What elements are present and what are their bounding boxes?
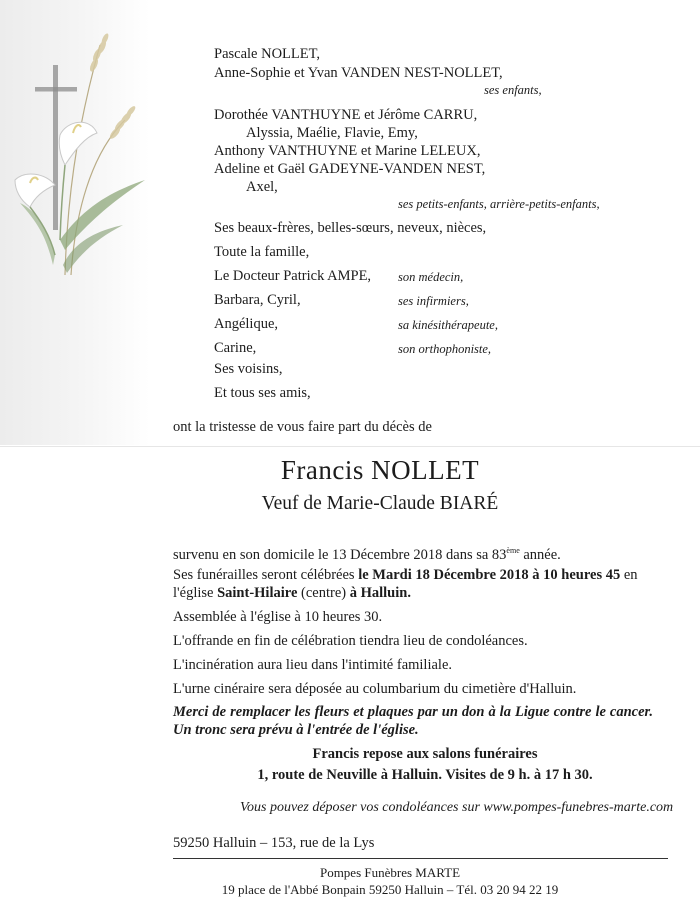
child-line-1: Pascale NOLLET, bbox=[214, 46, 321, 62]
rests-line-2: 1, route de Neuville à Halluin. Visites de 9 h. à 17 h 30. bbox=[257, 767, 593, 783]
carer-name-1: Le Docteur Patrick AMPE, bbox=[214, 268, 372, 284]
carer-role-4: son orthophoniste, bbox=[398, 342, 492, 356]
carer-name-3: Angélique, bbox=[214, 316, 279, 332]
grandchildren-role: ses petits-enfants, arrière-petits-enfants, bbox=[398, 197, 600, 211]
donation-text: Merci de remplacer les fleurs et plaques par un don à la Ligue contre le cancer. Un tronc sera prévu à l'entrée de l'église. bbox=[173, 704, 653, 738]
grandchild-line-4: Adeline et Gaël GADEYNE-VANDEN NEST, bbox=[214, 161, 486, 177]
carer-role-1: son médecin, bbox=[398, 270, 464, 284]
inlaws-line: Ses beaux-frères, belles-sœurs, neveux, nièces, bbox=[214, 220, 487, 236]
friends-line: Et tous ses amis, bbox=[214, 385, 311, 401]
cross-and-lily-icon bbox=[5, 25, 155, 295]
cremation-line: L'incinération aura lieu dans l'intimité familiale. bbox=[173, 657, 453, 673]
neighbours-line: Ses voisins, bbox=[214, 361, 283, 377]
grandchild-line-5: Axel, bbox=[246, 179, 278, 195]
widow-of-line: Veuf de Marie-Claude BIARÉ bbox=[261, 493, 499, 514]
family-address: 59250 Halluin – 153, rue de la Lys bbox=[173, 835, 375, 851]
rests-line-1: Francis repose aux salons funéraires bbox=[312, 746, 538, 762]
offering-line: L'offrande en fin de célébration tiendra lieu de condoléances. bbox=[173, 633, 528, 649]
funeral-line: Ses funérailles seront célébrées le Mardi 18 Décembre 2018 à 10 heures 45 en bbox=[173, 567, 638, 583]
footer-contact: 19 place de l'Abbé Bonpain 59250 Halluin – Tél. 03 20 94 22 19 bbox=[221, 882, 559, 897]
grandchild-line-2: Alyssia, Maélie, Flavie, Emy, bbox=[246, 125, 418, 141]
divider bbox=[173, 858, 668, 859]
grandchild-line-3: Anthony VANTHUYNE et Marine LELEUX, bbox=[214, 143, 481, 159]
church-line: l'église Saint-Hilaire (centre) à Halluin. bbox=[173, 585, 411, 601]
carer-name-2: Barbara, Cyril, bbox=[214, 292, 301, 308]
carer-role-3: sa kinésithérapeute, bbox=[398, 318, 498, 332]
grandchild-line-1: Dorothée VANTHUYNE et Jérôme CARRU, bbox=[214, 107, 478, 123]
all-family-line: Toute la famille, bbox=[214, 244, 310, 260]
footer-company: Pompes Funèbres MARTE bbox=[319, 865, 461, 880]
child-line-2: Anne-Sophie et Yvan VANDEN NEST-NOLLET, bbox=[214, 65, 503, 81]
urn-line: L'urne cinéraire sera déposée au columbarium du cimetière d'Halluin. bbox=[173, 681, 577, 697]
deceased-name: Francis NOLLET bbox=[280, 455, 480, 485]
children-role: ses enfants, bbox=[484, 83, 542, 97]
assembly-line: Assemblée à l'église à 10 heures 30. bbox=[173, 609, 383, 625]
online-condolences: Vous pouvez déposer vos condoléances sur www.pompes-funebres-marte.com bbox=[240, 800, 674, 815]
announcement-line: ont la tristesse de vous faire part du décès de bbox=[173, 419, 432, 435]
carer-role-2: ses infirmiers, bbox=[398, 294, 469, 308]
fold-line bbox=[0, 446, 700, 447]
death-line: survenu en son domicile le 13 Décembre 2018 dans sa 83ème année. bbox=[173, 546, 561, 563]
carer-name-4: Carine, bbox=[214, 340, 257, 356]
